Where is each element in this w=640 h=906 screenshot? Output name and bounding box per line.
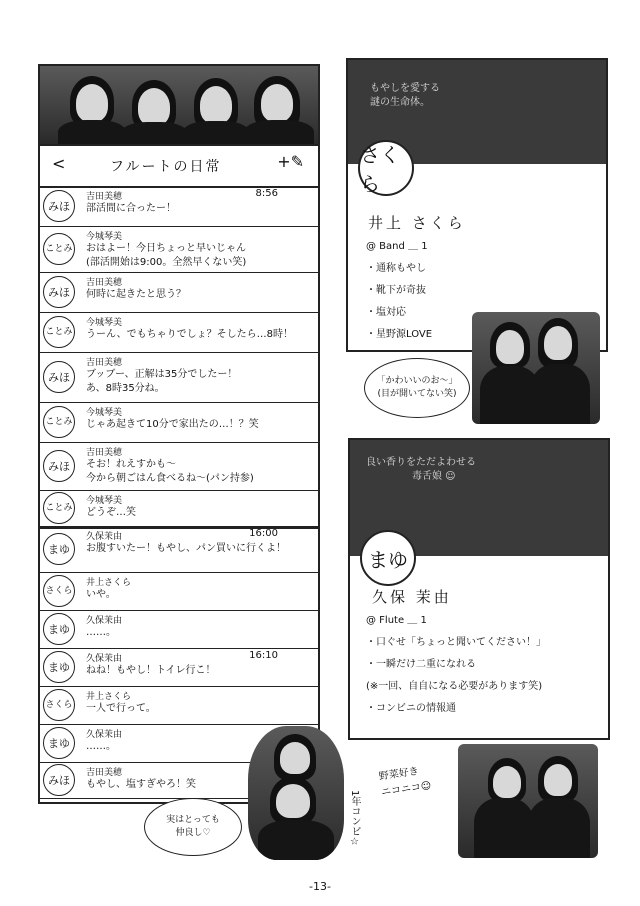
caption-line: 野菜好き <box>378 766 420 783</box>
avatar: ことみ <box>43 406 75 438</box>
board-text-line: 良い香りをただよわせる <box>366 457 476 468</box>
profile-line: ・靴下が奇抜 <box>366 285 426 296</box>
sender-name: 吉田美穂 <box>86 192 123 202</box>
group-photo <box>40 66 318 144</box>
compose-icon[interactable]: +✎ <box>277 152 304 171</box>
message-text: どうぞ…笑 <box>86 507 136 518</box>
message-row <box>40 312 318 353</box>
sender-name: 今城琴美 <box>86 408 123 418</box>
sender-name: 久保茉由 <box>86 532 123 542</box>
speech-bubble <box>144 798 242 856</box>
profile-card-sakura <box>346 58 608 352</box>
name-circle: まゆ <box>360 530 416 586</box>
message-text: おはよー！今日ちょっと早いじゃん <box>86 243 246 254</box>
chat-title: フルートの日常 <box>110 159 222 175</box>
sender-name: 吉田美穂 <box>86 768 123 778</box>
board-text-line: 毒舌娘 ☺ <box>412 471 456 482</box>
message-text: 今から朝ごはん食べるね～(パン持参) <box>86 473 254 484</box>
sender-name: 吉田美穂 <box>86 448 123 458</box>
message-row <box>40 572 318 611</box>
avatar: ことみ <box>43 492 75 524</box>
bubble-line: 仲良し♡ <box>175 828 211 838</box>
chat-header <box>40 144 318 188</box>
message-text: ねね！もやし！トイレ行こ！ <box>86 665 216 676</box>
avatar: みほ <box>43 361 75 393</box>
message-row <box>40 226 318 273</box>
board-text-line: 謎の生命体。 <box>370 97 430 108</box>
member-name: 井上 さくら <box>368 214 466 232</box>
bubble-line: (目が開いてない笑) <box>377 389 457 399</box>
message-text: 何時に起きたと思う？ <box>86 289 186 300</box>
member-name: 久保 茉由 <box>372 588 452 606</box>
avatar: みほ <box>43 764 75 796</box>
message-text: じゃあ起きて10分で家出たの…！？笑 <box>86 419 259 430</box>
message-row <box>40 402 318 443</box>
message-time: 8:56 <box>255 188 278 199</box>
message-text: ……。 <box>86 741 116 752</box>
sender-name: 久保茉由 <box>86 730 123 740</box>
sender-name: 今城琴美 <box>86 232 123 242</box>
avatar: ことみ <box>43 316 75 348</box>
profile-line: ・一瞬だけ二重になれる <box>366 659 476 670</box>
sender-name: 久保茉由 <box>86 654 123 664</box>
message-time: 16:10 <box>249 650 278 661</box>
profile-line: ・コンビニの情報通 <box>366 703 456 714</box>
message-text: 部活間に合ったー！ <box>86 203 176 214</box>
sender-name: 吉田美穂 <box>86 278 123 288</box>
sender-name: 井上さくら <box>86 692 132 702</box>
avatar: みほ <box>43 450 75 482</box>
caption-line: ニコニコ☺ <box>380 780 433 799</box>
message-text: あ、8時35分ね。 <box>86 383 165 394</box>
profile-line: ・通称もやし <box>366 263 426 274</box>
message-text: お腹すいたー！もやし、パン買いに行くよ！ <box>86 543 286 554</box>
board-text-line: もやしを愛する <box>370 83 440 94</box>
avatar: さくら <box>43 575 75 607</box>
profile-line: (※一回、自自になる必要があります笑) <box>366 681 543 692</box>
page-number: -13- <box>309 880 331 893</box>
message-row <box>40 490 318 529</box>
caption-right <box>378 763 432 802</box>
avatar: ことみ <box>43 233 75 265</box>
message-row <box>40 610 318 649</box>
profile-lines <box>366 610 546 720</box>
profile-line: @ Flute ＿ 1 <box>366 615 427 626</box>
avatar: まゆ <box>43 651 75 683</box>
sender-name: 久保茉由 <box>86 616 123 626</box>
duo-photo-bottom-right <box>458 744 598 858</box>
profile-card-mayu <box>348 438 610 740</box>
speech-bubble <box>364 358 470 418</box>
profile-line: ・塩対応 <box>366 307 406 318</box>
message-text: もやし、塩すぎやろ！笑 <box>86 779 196 790</box>
message-row <box>40 272 318 313</box>
avatar: さくら <box>43 689 75 721</box>
back-icon[interactable]: < <box>52 154 66 173</box>
duo-photo-bottom-left <box>248 726 344 860</box>
bubble-line: 「かわいいのお～」 <box>376 376 458 386</box>
avatar: みほ <box>43 276 75 308</box>
profile-lines <box>366 236 432 346</box>
avatar: まゆ <box>43 533 75 565</box>
message-row <box>40 186 318 227</box>
message-text: (部活開始は9:00。全然早くない笑) <box>86 257 247 268</box>
message-text: うーん、でもちゃりでしょ？そしたら…8時！ <box>86 329 293 340</box>
chat-panel <box>38 64 320 804</box>
message-row <box>40 526 318 573</box>
sender-name: 今城琴美 <box>86 318 123 328</box>
avatar: まゆ <box>43 727 75 759</box>
avatar: まゆ <box>43 613 75 645</box>
vertical-caption: 1年コンビ☆ <box>349 790 360 848</box>
profile-line: ・星野源LOVE <box>366 329 433 340</box>
sender-name: 井上さくら <box>86 578 132 588</box>
message-text: ……。 <box>86 627 116 638</box>
message-time: 16:00 <box>249 528 278 539</box>
sender-name: 吉田美穂 <box>86 358 123 368</box>
profile-line: @ Band ＿ 1 <box>366 241 428 252</box>
message-text: 一人で行って。 <box>86 703 156 714</box>
message-text: そお！れえすかも～ <box>86 459 176 470</box>
message-row <box>40 686 318 725</box>
message-row <box>40 648 318 687</box>
message-row <box>40 352 318 403</box>
name-circle: さくら <box>358 140 414 196</box>
message-text: いや。 <box>86 589 116 600</box>
profile-line: ・口ぐせ「ちょっと聞いてください！」 <box>366 637 546 648</box>
duo-photo-sakura <box>472 312 600 424</box>
bubble-line: 実はとっても <box>166 815 220 825</box>
message-row <box>40 442 318 491</box>
sender-name: 今城琴美 <box>86 496 123 506</box>
avatar: みほ <box>43 190 75 222</box>
message-text: ブッブー、正解は35分でしたー！ <box>86 369 238 380</box>
